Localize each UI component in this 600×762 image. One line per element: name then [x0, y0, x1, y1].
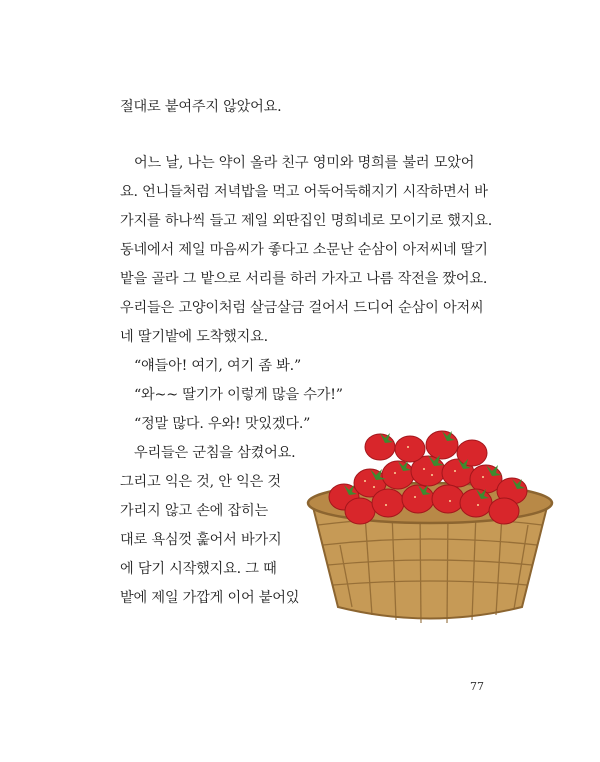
text-line: 어느 날, 나는 약이 올라 친구 영미와 명희를 불러 모았어 [134, 155, 475, 171]
text-line: 가지를 하나씩 들고 제일 외딴집인 명희네로 모이기로 했지요. [120, 213, 493, 229]
text-line: 대로 욕심껏 훑어서 바가지 [120, 532, 282, 548]
text-line: 네 딸기밭에 도착했지요. [120, 329, 268, 345]
text-line: 가리지 않고 손에 잡히는 [120, 503, 268, 519]
text-line: 우리들은 군침을 삼켰어요. [134, 445, 296, 461]
text-line: 그리고 익은 것, 안 익은 것 [120, 474, 281, 490]
text-line: 동네에서 제일 마음씨가 좋다고 소문난 순삼이 아저씨네 딸기 [120, 242, 488, 258]
strawberry-pile [329, 431, 527, 524]
page-number: 77 [470, 680, 484, 693]
dialogue-line: “와~~ 딸기가 이렇게 많을 수가!” [134, 387, 343, 403]
dialogue-line: “정말 많다. 우와! 맛있겠다.” [134, 416, 311, 432]
text-line: 요. 언니들처럼 저녁밥을 먹고 어둑어둑해지기 시작하면서 바 [120, 184, 488, 200]
dialogue-line: “얘들아! 여기, 여기 좀 봐.” [134, 358, 302, 374]
text-line: 절대로 붙여주지 않았어요. [120, 99, 282, 115]
text-line: 우리들은 고양이처럼 살금살금 걸어서 드디어 순삼이 아저씨 [120, 300, 484, 316]
text-line: 밭에 제일 가깝게 이어 붙어있 [120, 590, 300, 606]
text-line: 밭을 골라 그 밭으로 서리를 하러 가자고 나름 작전을 짰어요. [120, 271, 488, 287]
strawberry-basket-illustration [300, 425, 560, 635]
text-line: 에 담기 시작했지요. 그 때 [120, 561, 277, 577]
